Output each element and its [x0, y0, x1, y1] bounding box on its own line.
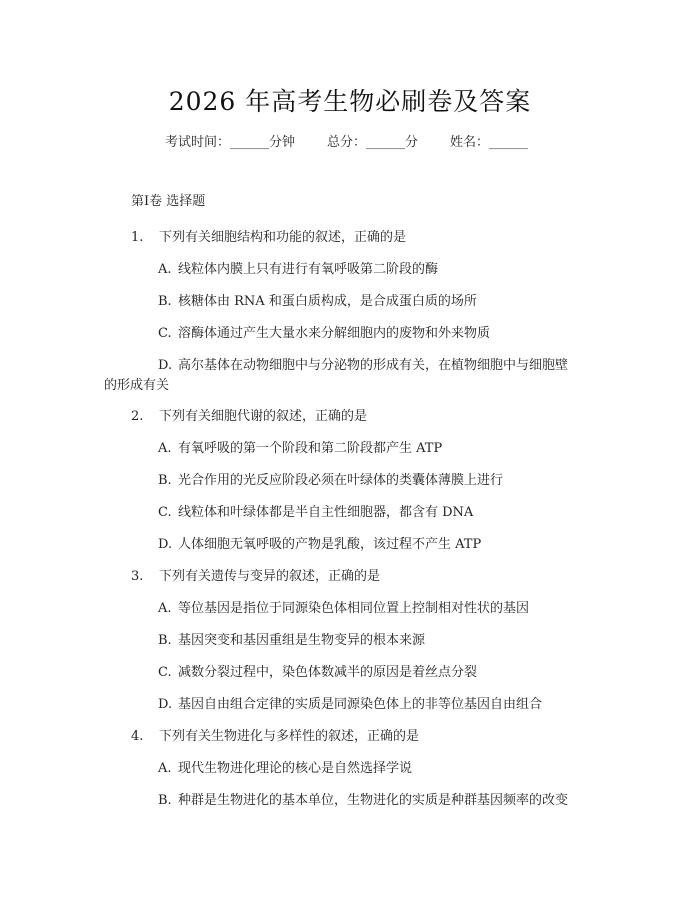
option-key: D.: [158, 537, 173, 552]
question-2-option-c: [158, 501, 473, 520]
option-text: 减数分裂过程中，染色体数减半的原因是着丝点分裂: [178, 665, 478, 680]
option-key: A.: [158, 601, 172, 616]
question-1: [131, 226, 406, 245]
option-key: A.: [158, 761, 172, 776]
option-text: 溶酶体通过产生大量水来分解细胞内的废物和外来物质: [178, 326, 491, 341]
option-text: 线粒体内膜上只有进行有氧呼吸第二阶段的酶: [178, 262, 439, 277]
question-3-option-b: [158, 629, 425, 648]
option-text: 现代生物进化理论的核心是自然选择学说: [178, 761, 413, 776]
student-name-label: 姓名：______: [450, 135, 529, 150]
question-1-option-b: [158, 290, 477, 309]
question-stem: 下列有关细胞代谢的叙述，正确的是: [159, 409, 368, 424]
option-key: B.: [158, 473, 172, 488]
total-score-label: 总分：______分: [327, 135, 419, 150]
option-key: D.: [158, 358, 173, 373]
question-stem: 下列有关生物进化与多样性的叙述，正确的是: [159, 729, 420, 744]
option-text: 种群是生物进化的基本单位，生物进化的实质是种群基因频率的改变: [178, 793, 569, 808]
option-text: 核糖体由 RNA 和蛋白质构成，是合成蛋白质的场所: [178, 294, 477, 309]
question-2-option-b: [158, 469, 503, 488]
question-number: 2.: [131, 409, 144, 424]
option-key: B.: [158, 793, 172, 808]
question-2-option-a: [158, 437, 442, 456]
option-key: C.: [158, 505, 172, 520]
option-text: 线粒体和叶绿体都是半自主性细胞器，都含有 DNA: [178, 505, 474, 520]
option-text: 等位基因是指位于同源染色体相同位置上控制相对性状的基因: [178, 601, 530, 616]
option-key: C.: [158, 665, 172, 680]
option-key: C.: [158, 326, 172, 341]
question-3-option-a: [158, 597, 529, 616]
option-key: A.: [158, 441, 172, 456]
question-number: 1.: [131, 230, 144, 245]
option-key: A.: [158, 262, 172, 277]
option-key: B.: [158, 633, 172, 648]
question-1-option-a: [158, 258, 438, 277]
option-key: D.: [158, 697, 173, 712]
question-2-option-d: [158, 533, 481, 552]
option-text: 高尔基体在动物细胞中与分泌物的形成有关，在植物细胞中与细胞壁: [178, 358, 569, 373]
question-1-option-d-continuation: 的形成有关: [104, 378, 170, 393]
option-text: 光合作用的光反应阶段必须在叶绿体的类囊体薄膜上进行: [178, 473, 504, 488]
question-1-option-c: [158, 322, 490, 341]
question-stem: 下列有关细胞结构和功能的叙述，正确的是: [159, 230, 407, 245]
question-3: [131, 565, 380, 584]
question-3-option-c: [158, 661, 477, 680]
question-4-option-b: [158, 789, 568, 808]
question-number: 4.: [131, 729, 144, 744]
option-text: 人体细胞无氧呼吸的产物是乳酸，该过程不产生 ATP: [178, 537, 482, 552]
page-title: 2026 年高考生物必刷卷及答案: [168, 87, 532, 116]
question-3-option-d: [158, 693, 542, 712]
question-stem: 下列有关遗传与变异的叙述，正确的是: [159, 569, 381, 584]
option-text: 基因突变和基因重组是生物变异的根本来源: [178, 633, 426, 648]
question-4: [131, 725, 419, 744]
question-number: 3.: [131, 569, 144, 584]
question-1-option-d: [158, 354, 568, 373]
option-key: B.: [158, 294, 172, 309]
option-text: 基因自由组合定律的实质是同源染色体上的非等位基因自由组合: [178, 697, 543, 712]
option-text: 有氧呼吸的第一个阶段和第二阶段都产生 ATP: [178, 441, 443, 456]
exam-time-label: 考试时间：______分钟: [165, 135, 296, 150]
question-2: [131, 405, 367, 424]
exam-meta: [165, 131, 528, 150]
section-title: 第Ⅰ卷 选择题: [131, 194, 206, 209]
question-4-option-a: [158, 757, 412, 776]
